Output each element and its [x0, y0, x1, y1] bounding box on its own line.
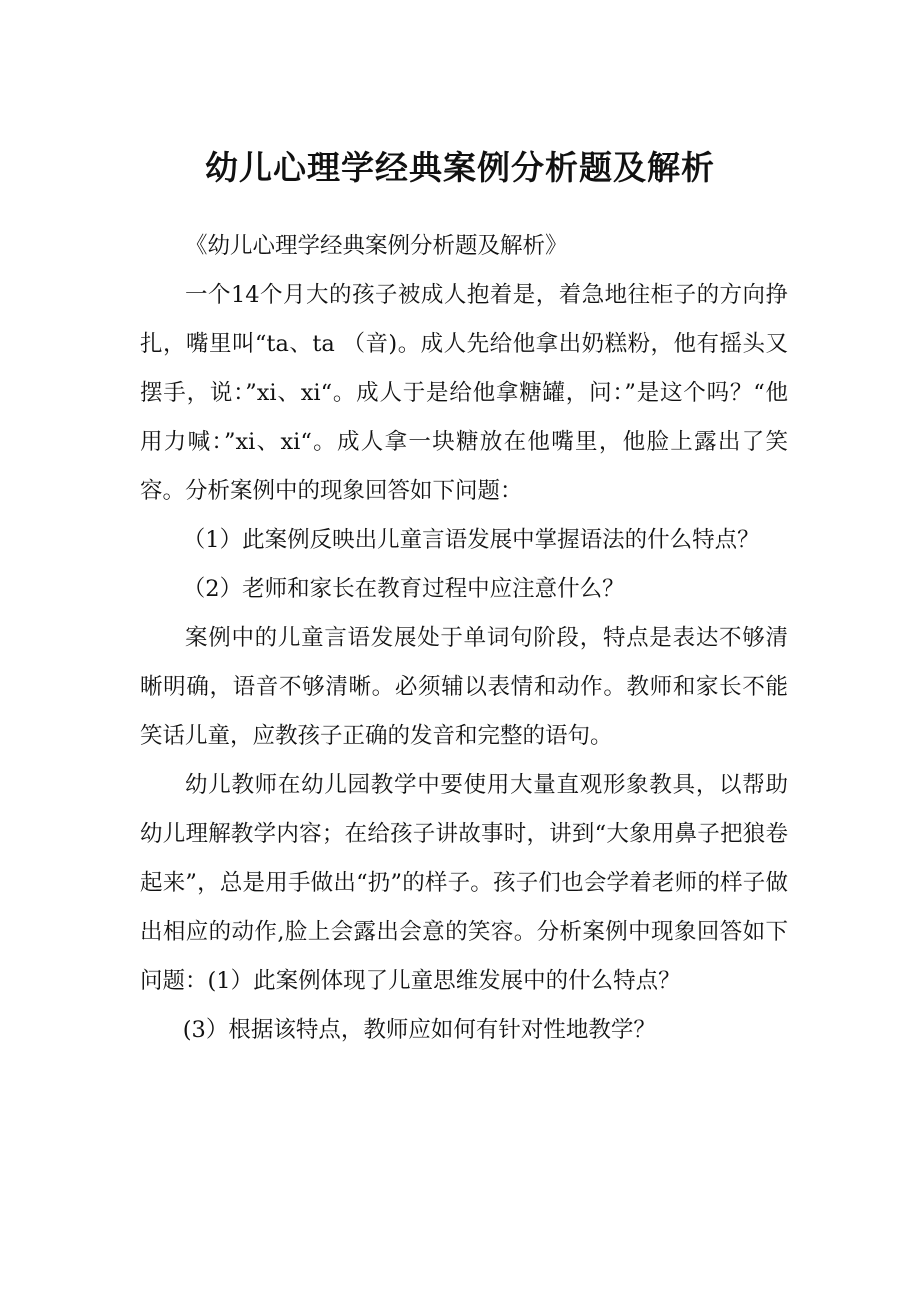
answer-paragraph: 案例中的儿童言语发展处于单词句阶段，特点是表达不够清晰明确，语音不够清晰。必须辅以表情和动作。教师和家长不能笑话儿童，应教孩子正确的发音和完整的语句。	[140, 625, 788, 749]
question-three-paragraph: (3）根据该特点，教师应如何有针对性地教学？	[182, 1017, 656, 1043]
document-body	[140, 222, 788, 1055]
subtitle-paragraph: 《幼儿心理学经典案例分析题及解析》	[185, 233, 568, 259]
document-title: 幼儿心理学经典案例分析题及解析	[205, 148, 715, 187]
case-two-paragraph: 幼儿教师在幼儿园教学中要使用大量直观形象教具，以帮助幼儿理解教学内容；在给孩子讲故事时，讲到“大象用鼻子把狼卷起来”，总是用手做出“扔”的样子。孩子们也会学着老师的样子做出相应的动作,脸上会露出会意的笑容。分析案例中现象回答如下问题：(1）此案例体现了儿童思维发展中的什么特点？	[140, 772, 788, 994]
question-two-paragraph: （2）老师和家长在教育过程中应注意什么？	[182, 576, 625, 602]
case-one-paragraph: 一个14个月大的孩子被成人抱着是，着急地往柜子的方向挣扎，嘴里叫“ta、ta （音)。成人先给他拿出奶糕粉，他有摇头又摆手，说：”xi、xi“。成人于是给他拿糖罐，问：”是这个吗？“他用力喊：”xi、xi“。成人拿一块糖放在他嘴里，他脸上露出了笑容。分析案例中的现象回答如下问题：	[140, 282, 788, 504]
question-one-paragraph: （1）此案例反映出儿童言语发展中掌握语法的什么特点？	[182, 527, 760, 553]
